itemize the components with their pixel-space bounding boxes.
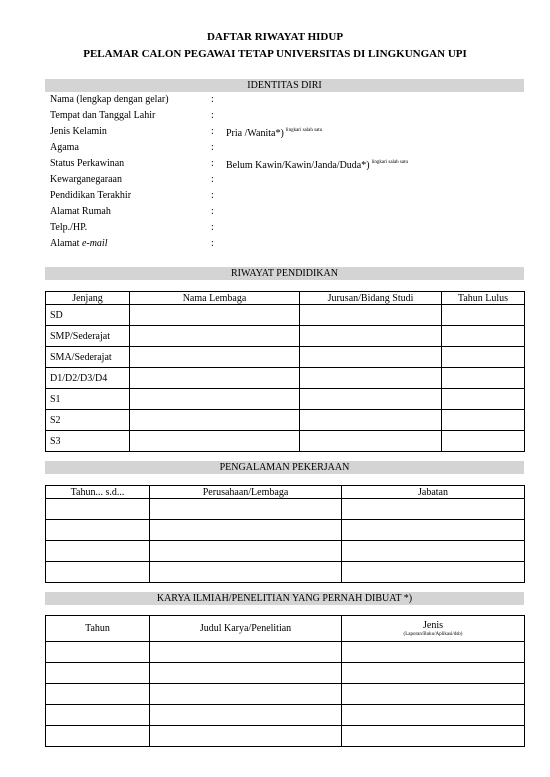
table-cell[interactable] bbox=[342, 562, 525, 583]
table-header-row bbox=[46, 292, 525, 305]
column-header: Jenjang bbox=[46, 292, 130, 305]
table-cell[interactable] bbox=[130, 305, 300, 326]
table-cell[interactable] bbox=[46, 562, 150, 583]
circle-one-note: lingkari salah satu bbox=[285, 128, 323, 133]
section-header-karya: KARYA ILMIAH/PENELITIAN YANG PERNAH DIBUAT *) bbox=[45, 592, 524, 605]
table-cell[interactable] bbox=[150, 541, 342, 562]
table-cell[interactable] bbox=[342, 705, 525, 726]
jenis-label: Jenis bbox=[423, 619, 443, 631]
table-cell[interactable] bbox=[150, 520, 342, 541]
field-label: Agama bbox=[50, 142, 79, 153]
table-cell[interactable] bbox=[300, 431, 442, 452]
table-cell[interactable] bbox=[442, 347, 525, 368]
table-row bbox=[46, 499, 525, 520]
column-header: Jurusan/Bidang Studi bbox=[300, 292, 442, 305]
field-colon: : bbox=[211, 174, 214, 185]
table-row bbox=[46, 305, 525, 326]
field-label: Pendidikan Terakhir bbox=[50, 190, 132, 201]
table-cell[interactable] bbox=[150, 726, 342, 747]
table-row bbox=[46, 541, 525, 562]
field-pendidikan-terakhir[interactable] bbox=[50, 190, 520, 206]
circle-one-note: lingkari salah satu bbox=[371, 160, 408, 165]
field-jenis-kelamin[interactable] bbox=[50, 126, 520, 142]
table-cell[interactable] bbox=[130, 347, 300, 368]
field-colon: : bbox=[211, 126, 214, 137]
field-alamat-rumah[interactable] bbox=[50, 206, 520, 222]
field-kewarganegaraan[interactable] bbox=[50, 174, 520, 190]
table-cell[interactable] bbox=[300, 305, 442, 326]
field-colon: : bbox=[211, 222, 214, 233]
field-colon: : bbox=[211, 190, 214, 201]
table-row bbox=[46, 684, 525, 705]
field-nama[interactable] bbox=[50, 94, 520, 110]
field-colon: : bbox=[211, 110, 214, 121]
jenis-sublabel: (Laporan/Buku/Aplikasi/dsb) bbox=[403, 631, 463, 637]
table-cell[interactable] bbox=[442, 305, 525, 326]
row-label: S1 bbox=[46, 389, 130, 410]
table-row bbox=[46, 389, 525, 410]
table-cell[interactable] bbox=[46, 705, 150, 726]
table-row bbox=[46, 431, 525, 452]
field-label: Alamat e-mail bbox=[50, 238, 108, 249]
column-header: Tahun Lulus bbox=[442, 292, 525, 305]
table-cell[interactable] bbox=[150, 705, 342, 726]
table-cell[interactable] bbox=[46, 684, 150, 705]
table-cell[interactable] bbox=[442, 368, 525, 389]
row-label: S3 bbox=[46, 431, 130, 452]
column-header: Tahun bbox=[46, 616, 150, 642]
research-works-table bbox=[45, 615, 525, 747]
table-cell[interactable] bbox=[342, 499, 525, 520]
identity-form bbox=[50, 94, 520, 254]
table-row bbox=[46, 562, 525, 583]
document-title: DAFTAR RIWAYAT HIDUP bbox=[206, 31, 344, 43]
column-header: Nama Lembaga bbox=[130, 292, 300, 305]
table-cell[interactable] bbox=[150, 684, 342, 705]
field-colon: : bbox=[211, 206, 214, 217]
table-row bbox=[46, 705, 525, 726]
table-cell[interactable] bbox=[130, 389, 300, 410]
table-cell[interactable] bbox=[442, 431, 525, 452]
table-cell[interactable] bbox=[46, 642, 150, 663]
table-cell[interactable] bbox=[300, 347, 442, 368]
table-row bbox=[46, 642, 525, 663]
table-cell[interactable] bbox=[342, 541, 525, 562]
field-status-perkawinan[interactable] bbox=[50, 158, 520, 174]
field-colon: : bbox=[211, 94, 214, 105]
table-cell[interactable] bbox=[46, 663, 150, 684]
table-cell[interactable] bbox=[150, 562, 342, 583]
table-cell[interactable] bbox=[46, 726, 150, 747]
table-cell[interactable] bbox=[442, 389, 525, 410]
section-header-pendidikan: RIWAYAT PENDIDIKAN bbox=[45, 267, 524, 280]
row-label: SMP/Sederajat bbox=[46, 326, 130, 347]
table-cell[interactable] bbox=[150, 663, 342, 684]
row-label: D1/D2/D3/D4 bbox=[46, 368, 130, 389]
table-cell[interactable] bbox=[150, 499, 342, 520]
table-cell[interactable] bbox=[342, 663, 525, 684]
table-cell[interactable] bbox=[300, 410, 442, 431]
table-cell[interactable] bbox=[342, 684, 525, 705]
table-cell[interactable] bbox=[442, 326, 525, 347]
document-subtitle: PELAMAR CALON PEGAWAI TETAP UNIVERSITAS DI LINGKUNGAN UPI bbox=[83, 48, 467, 60]
table-cell[interactable] bbox=[150, 642, 342, 663]
field-value bbox=[226, 160, 408, 171]
table-header-row bbox=[46, 616, 525, 642]
marital-options: Belum Kawin/Kawin/Janda/Duda*) bbox=[226, 160, 370, 171]
gender-options: Pria /Wanita*) bbox=[226, 128, 284, 139]
table-row bbox=[46, 520, 525, 541]
field-label: Nama (lengkap dengan gelar) bbox=[50, 94, 169, 105]
section-header-pekerjaan: PENGALAMAN PEKERJAAN bbox=[45, 461, 524, 474]
field-colon: : bbox=[211, 142, 214, 153]
table-cell[interactable] bbox=[130, 326, 300, 347]
column-header: Judul Karya/Penelitian bbox=[150, 616, 342, 642]
field-value bbox=[226, 128, 322, 139]
field-label: Alamat Rumah bbox=[50, 206, 111, 217]
table-cell[interactable] bbox=[46, 541, 150, 562]
table-cell[interactable] bbox=[342, 726, 525, 747]
field-agama[interactable] bbox=[50, 142, 520, 158]
field-alamat-email[interactable] bbox=[50, 238, 520, 254]
column-header: Jabatan bbox=[342, 486, 525, 499]
row-label: SD bbox=[46, 305, 130, 326]
table-row bbox=[46, 326, 525, 347]
table-cell[interactable] bbox=[130, 431, 300, 452]
row-label: SMA/Sederajat bbox=[46, 347, 130, 368]
field-telp[interactable] bbox=[50, 222, 520, 238]
work-experience-table bbox=[45, 485, 525, 583]
table-cell[interactable] bbox=[130, 368, 300, 389]
column-header: Perusahaan/Lembaga bbox=[150, 486, 342, 499]
table-cell[interactable] bbox=[342, 642, 525, 663]
row-label: S2 bbox=[46, 410, 130, 431]
section-header-identitas: IDENTITAS DIRI bbox=[45, 79, 524, 92]
education-table bbox=[45, 291, 525, 452]
table-row bbox=[46, 726, 525, 747]
table-row bbox=[46, 663, 525, 684]
field-label: Kewarganegaraan bbox=[50, 174, 122, 185]
table-cell[interactable] bbox=[442, 410, 525, 431]
table-row bbox=[46, 368, 525, 389]
field-colon: : bbox=[211, 158, 214, 169]
table-cell[interactable] bbox=[300, 326, 442, 347]
table-cell[interactable] bbox=[300, 368, 442, 389]
field-label: Telp./HP. bbox=[50, 222, 88, 233]
table-row bbox=[46, 347, 525, 368]
field-colon: : bbox=[211, 238, 214, 249]
table-cell[interactable] bbox=[130, 410, 300, 431]
table-cell[interactable] bbox=[46, 520, 150, 541]
table-cell[interactable] bbox=[46, 499, 150, 520]
table-cell[interactable] bbox=[300, 389, 442, 410]
table-row bbox=[46, 410, 525, 431]
field-label: Status Perkawinan bbox=[50, 158, 125, 169]
table-cell[interactable] bbox=[342, 520, 525, 541]
field-label: Tempat dan Tanggal Lahir bbox=[50, 110, 156, 121]
column-header: Tahun... s.d... bbox=[46, 486, 150, 499]
column-header bbox=[342, 616, 525, 642]
field-tempat-tanggal-lahir[interactable] bbox=[50, 110, 520, 126]
table-header-row bbox=[46, 486, 525, 499]
field-label: Jenis Kelamin bbox=[50, 126, 107, 137]
